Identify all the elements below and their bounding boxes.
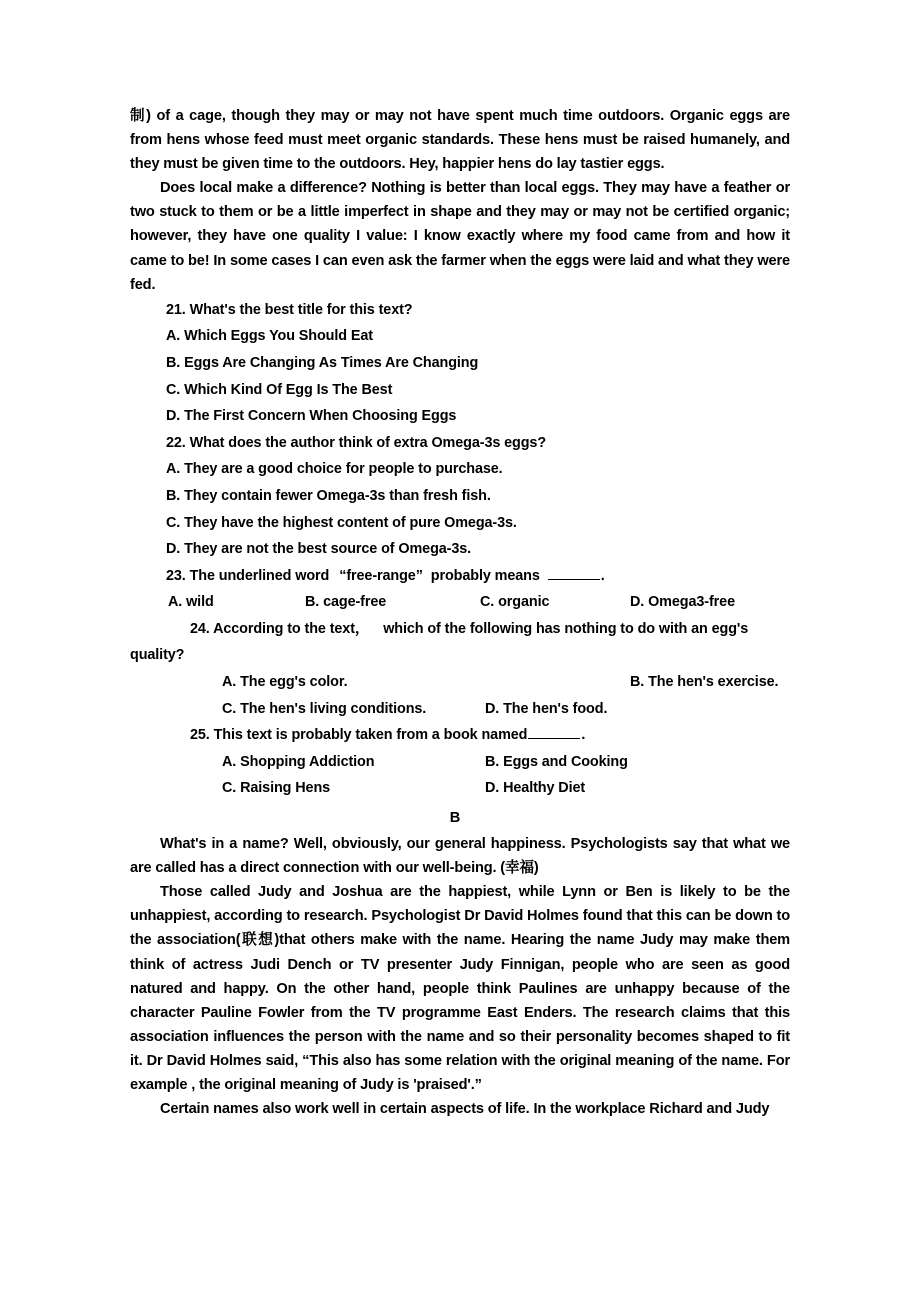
question-25-stem-end: .	[581, 727, 586, 744]
question-24-stem-line-2: quality?	[130, 647, 185, 664]
question-21-option-d[interactable]: D. The First Concern When Choosing Eggs	[166, 408, 457, 425]
passage-b-paragraph-1: What's in a name? Well, obviously, our general happiness. Psychologists say that what we are called has a direct connection with our well-being. (幸福)	[130, 836, 790, 877]
question-25-options-row-1	[130, 749, 790, 776]
question-25	[130, 722, 790, 802]
question-23-stem-end: .	[600, 567, 605, 584]
question-23-option-c[interactable]: C. organic	[480, 594, 550, 611]
question-23-stem-part1: 23. The underlined word	[166, 567, 330, 584]
question-25-stem-part1: 25. This text is probably taken from a book named	[190, 727, 528, 744]
question-22	[130, 430, 790, 563]
question-24-stem-part2: which of the following has nothing to do with an egg's	[383, 620, 749, 637]
question-22-option-d[interactable]: D. They are not the best source of Omega-3s.	[166, 541, 472, 558]
question-25-option-c[interactable]: C. Raising Hens	[222, 780, 331, 797]
question-23-options	[130, 589, 790, 616]
question-22-option-b[interactable]: B. They contain fewer Omega-3s than fresh fish.	[166, 487, 491, 504]
question-25-options-row-2	[130, 775, 790, 802]
question-24-option-b[interactable]: B. The hen's exercise.	[630, 674, 779, 691]
passage-b-heading: B	[449, 810, 461, 827]
question-22-stem: 22. What does the author think of extra Omega-3s eggs?	[166, 434, 547, 451]
question-21-option-b[interactable]: B. Eggs Are Changing As Times Are Changing	[166, 354, 479, 371]
question-24-option-c[interactable]: C. The hen's living conditions.	[222, 700, 427, 717]
question-23-underlined-word: “free-range”	[339, 567, 423, 584]
question-23	[130, 563, 790, 616]
question-25-answer-blank[interactable]	[528, 725, 580, 739]
question-24-options-row-1	[130, 669, 790, 696]
question-25-stem	[130, 722, 790, 749]
question-24	[130, 616, 790, 722]
passage-a-paragraph-1: 制) of a cage, though they may or may not have spent much time outdoors. Organic eggs are from hens whose feed must meet organic standards. These hens must be raised humanely, and they must be given time to the outdoors. Hey, happier hens do lay tastier eggs.	[130, 108, 790, 173]
question-24-options-row-2	[130, 696, 790, 723]
question-24-option-d[interactable]: D. The hen's food.	[485, 700, 608, 717]
question-22-option-c[interactable]: C. They have the highest content of pure Omega-3s.	[166, 514, 517, 531]
question-23-option-a[interactable]: A. wild	[168, 594, 214, 611]
question-23-stem-part2: probably means	[430, 567, 540, 584]
question-25-option-d[interactable]: D. Healthy Diet	[485, 780, 586, 797]
question-23-answer-blank[interactable]	[548, 566, 600, 580]
question-25-option-a[interactable]: A. Shopping Addiction	[222, 753, 375, 770]
question-21-option-a[interactable]: A. Which Eggs You Should Eat	[166, 328, 373, 345]
question-24-stem-part1: 24. According to the text，	[190, 620, 370, 637]
passage-b-paragraph-2: Those called Judy and Joshua are the happiest, while Lynn or Ben is likely to be the unhappiest, according to research. Psychologist Dr David Holmes found that this can be down to the association(联想)that others make with the name. Hearing the name Judy may make them think of actress Judi Dench or TV presenter Judy Finnigan, people who are seen as good natured and happy. On the other hand, people think Paulines are unhappy because of the character Pauline Fowler from the TV programme East Enders. The research claims that this association influences the person with the name and so their personality becomes shaped to fit it. Dr David Holmes said, “This also has some relation with the original meaning of the name. For example , the original meaning of Judy is 'praised'.”	[130, 884, 790, 1093]
document-page	[130, 104, 790, 1121]
question-21	[130, 297, 790, 430]
question-22-option-a[interactable]: A. They are a good choice for people to purchase.	[166, 461, 503, 478]
question-23-option-b[interactable]: B. cage-free	[305, 594, 387, 611]
question-21-stem: 21. What's the best title for this text?	[166, 301, 413, 318]
question-24-option-a[interactable]: A. The egg's color.	[222, 674, 348, 691]
question-25-option-b[interactable]: B. Eggs and Cooking	[485, 753, 628, 770]
question-21-option-c[interactable]: C. Which Kind Of Egg Is The Best	[166, 381, 393, 398]
question-24-stem-line-1	[130, 616, 790, 643]
question-23-option-d[interactable]: D. Omega3-free	[630, 594, 735, 611]
passage-a-paragraph-2: Does local make a difference? Nothing is better than local eggs. They may have a feather or two stuck to them or be a little imperfect in shape and they may or may not be certified organic; however, they have one quality I value: I know exactly where my food came from and how it came to be! In some cases I can even ask the farmer when the eggs were laid and what they were fed.	[130, 180, 790, 293]
passage-b-paragraph-3: Certain names also work well in certain aspects of life. In the workplace Richard and Judy	[160, 1101, 770, 1118]
question-23-stem	[130, 563, 790, 590]
